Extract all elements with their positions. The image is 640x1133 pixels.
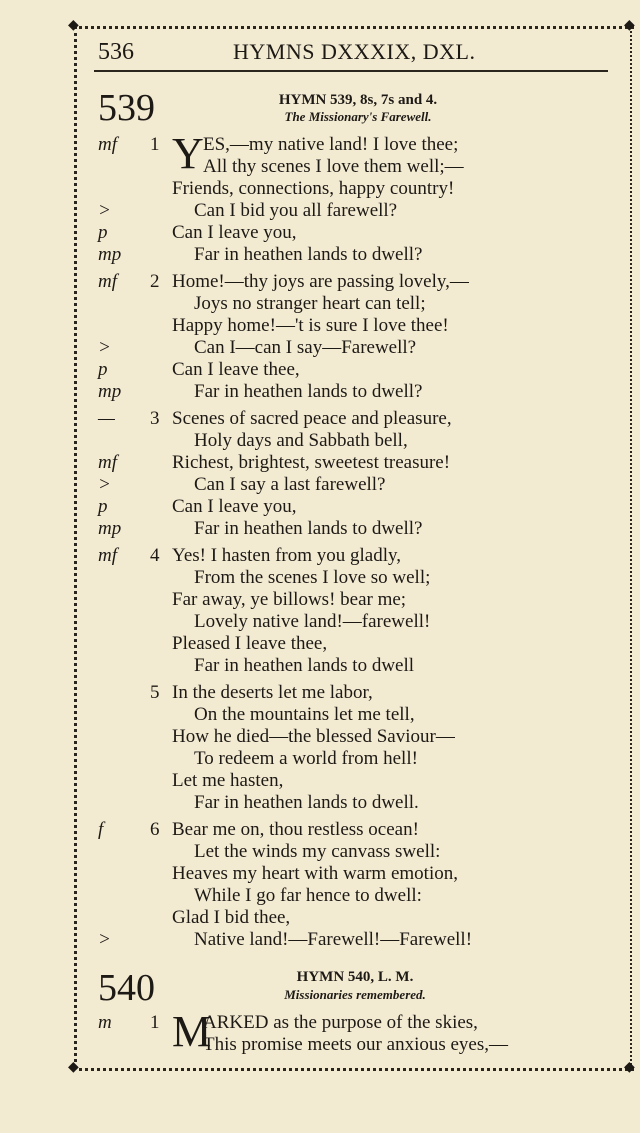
hymn-line [0,1034,640,1056]
hymn-line [0,430,640,452]
hymn-line-text: Richest, brightest, sweetest treasure! [172,452,451,473]
hymn-line-text: To redeem a world from hell! [194,748,418,769]
dynamic-marking: > [98,474,111,495]
hymn-line [0,929,640,951]
hymn-line-text: ARKED as the purpose of the skies, [203,1012,478,1033]
dynamic-marking: mf [98,271,117,292]
hymn-line-text: In the deserts let me labor, [172,682,373,703]
dynamic-marking: mf [98,134,117,155]
dynamic-marking: p [98,359,108,380]
hymn-line-text: Let me hasten, [172,770,284,791]
hymn-line [0,496,640,518]
hymn-line-text: This promise meets our anxious eyes,— [203,1034,509,1055]
hymn-line [0,611,640,633]
hymn-line [0,156,640,178]
hymn-line [0,567,640,589]
hymn-line-text: Can I—can I say—Farewell? [194,337,417,358]
hymn-line-text: Can I say a last farewell? [194,474,386,495]
hymn-line [0,244,640,266]
hymn-line-text: ES,—my native land! I love thee; [203,134,459,155]
running-head: HYMNS DXXXIX, DXL. [233,39,476,64]
hymn-line-text: Can I bid you all farewell? [194,200,398,221]
hymn-number-539: 539 [98,87,155,129]
corner-ornament-icon: ◆ [68,18,79,33]
hymn-line [0,359,640,381]
hymn-line-text: Far in heathen lands to dwell? [194,381,423,402]
hymn-line-text: Far in heathen lands to dwell? [194,518,423,539]
hymn-line-text: Can I leave you, [172,222,297,243]
verse-number: 1 [150,1012,160,1033]
drop-cap: M [172,1007,212,1056]
hymn-line [0,589,640,611]
hymn-line [0,222,640,244]
header-rule [94,70,608,72]
hymn-line [0,474,640,496]
hymn-line [0,315,640,337]
bottom-ornamental-border [72,1068,634,1071]
corner-ornament-icon: ◆ [68,1060,79,1075]
corner-ornament-icon: ◆ [624,18,635,33]
dynamic-marking: > [98,337,111,358]
hymn-line [0,907,640,929]
hymn-line [0,518,640,540]
hymn-line-text: Joys no stranger heart can tell; [194,293,426,314]
verse-number: 5 [150,682,160,703]
dynamic-marking: mp [98,244,122,265]
hymn-line-text: Home!—thy joys are passing lovely,— [172,271,469,292]
hymn-line-text: Can I leave thee, [172,359,300,380]
hymn-line [0,841,640,863]
verse-number: 2 [150,271,160,292]
hymn-subtitle-539: The Missionary's Farewell. [284,109,432,124]
dynamic-marking: > [98,929,111,950]
hymn-line [0,819,640,841]
hymn-line-text: From the scenes I love so well; [194,567,431,588]
dynamic-marking: mp [98,518,122,539]
hymn-line [0,545,640,567]
drop-cap: Y [172,129,204,178]
hymn-line-text: While I go far hence to dwell: [194,885,422,906]
dynamic-marking: p [98,222,108,243]
hymn-line [0,748,640,770]
hymn-line-text: Lovely native land!—farewell! [194,611,431,632]
hymn-line [0,682,640,704]
hymn-line-text: Far in heathen lands to dwell. [194,792,419,813]
dynamic-marking: mf [98,545,117,566]
hymn-line [0,770,640,792]
dynamic-marking: mf [98,452,117,473]
page-header [98,38,608,66]
corner-ornament-icon: ◆ [624,1060,635,1075]
hymn-line-text: Holy days and Sabbath bell, [194,430,408,451]
dynamic-marking: — [98,408,115,429]
hymn-line [0,792,640,814]
dynamic-marking: f [98,819,104,840]
hymn-line [0,381,640,403]
verse-number: 1 [150,134,160,155]
hymn-line-text: Pleased I leave thee, [172,633,328,654]
hymn-line-text: Far in heathen lands to dwell? [194,244,423,265]
hymn-line-text: Far away, ye billows! bear me; [172,589,407,610]
hymn-line-text: Scenes of sacred peace and pleasure, [172,408,452,429]
top-ornamental-border [72,26,634,29]
hymn-line-text: Heaves my heart with warm emotion, [172,863,458,884]
hymn-line-text: Bear me on, thou restless ocean! [172,819,419,840]
hymn-line [0,178,640,200]
hymn-line-text: Far in heathen lands to dwell [194,655,415,676]
hymn-line [0,408,640,430]
hymn-line [0,271,640,293]
hymn-line [0,293,640,315]
hymn-line [0,200,640,222]
hymn-line-text: Happy home!—'t is sure I love thee! [172,315,449,336]
dynamic-marking: > [98,200,111,221]
hymn-line-text: Glad I bid thee, [172,907,291,928]
hymn-line [0,863,640,885]
hymn-line-text: How he died—the blessed Saviour— [172,726,455,747]
hymn-line-text: Friends, connections, happy country! [172,178,455,199]
hymn-line [0,726,640,748]
verse-number: 6 [150,819,160,840]
hymn-line-text: Let the winds my canvass swell: [194,841,441,862]
page-number: 536 [98,39,134,65]
verse-number: 4 [150,545,160,566]
hymn-line [0,452,640,474]
hymn-line-text: Can I leave you, [172,496,297,517]
hymn-line [0,337,640,359]
hymn-line [0,633,640,655]
dynamic-marking: p [98,496,108,517]
hymn-line-text: Native land!—Farewell!—Farewell! [194,929,473,950]
hymn-subtitle-540: Missionaries remembered. [284,987,426,1002]
hymn-line-text: All thy scenes I love them well;— [203,156,464,177]
hymn-heading-539: HYMN 539, 8s, 7s and 4. [278,92,438,108]
hymn-number-540: 540 [98,967,155,1009]
dynamic-marking: mp [98,381,122,402]
verse-number: 3 [150,408,160,429]
hymn-line [0,885,640,907]
hymn-line-text: On the mountains let me tell, [194,704,415,725]
hymn-line [0,704,640,726]
dynamic-marking: m [98,1012,112,1033]
hymn-heading-540: HYMN 540, L. M. [296,969,414,985]
hymn-line [0,655,640,677]
hymn-line-text: Yes! I hasten from you gladly, [172,545,402,566]
